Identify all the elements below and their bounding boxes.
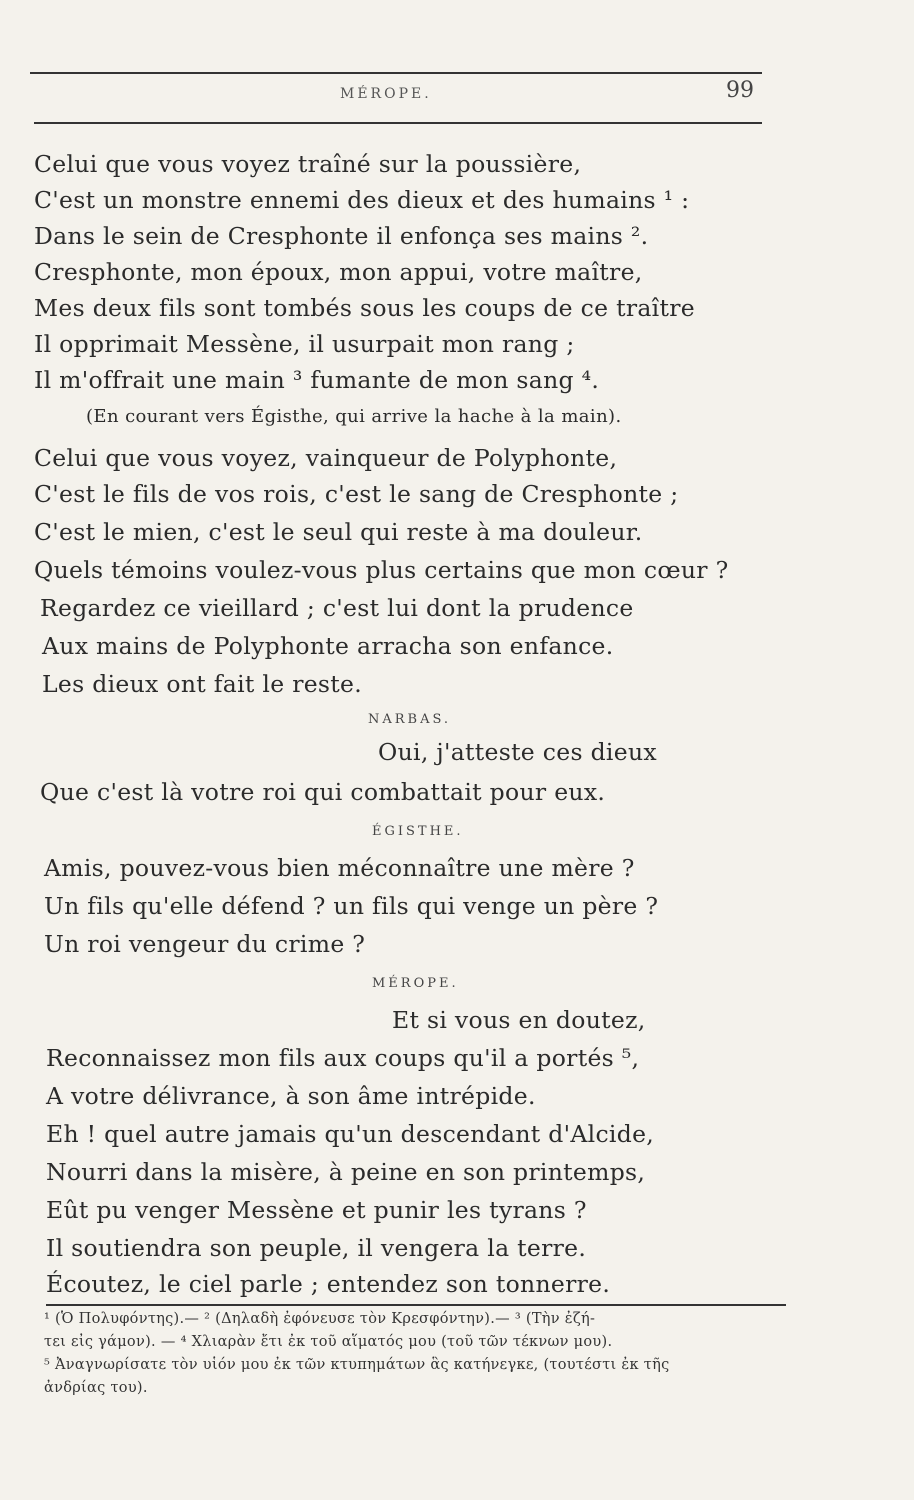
verse-line: Et si vous en doutez, — [392, 1006, 646, 1034]
verse-line: Aux mains de Polyphonte arracha son enfance. — [42, 632, 614, 660]
footnote-rule — [46, 1304, 786, 1306]
verse-line: Eût pu venger Messène et punir les tyrans ? — [46, 1196, 587, 1224]
verse-line: Cresphonte, mon époux, mon appui, votre maître, — [34, 258, 643, 286]
speaker-name: MÉROPE. — [372, 976, 459, 991]
verse-line: Eh ! quel autre jamais qu'un descendant d'Alcide, — [46, 1120, 655, 1148]
verse-line: Il opprimait Messène, il usurpait mon rang ; — [34, 330, 575, 358]
page-number: 99 — [726, 78, 754, 103]
header-top-rule — [30, 72, 762, 74]
footnote-line: ⁵ Ἀναγνωρίσατε τὸν υἱόν μου ἐκ τῶν κτυπημάτων ἃς κατήνεγκε, (τουτέστι ἐκ τῆς — [44, 1357, 670, 1373]
footnote-line: ¹ (Ὁ Πολυφόντης).— ² (Δηλαδὴ ἐφόνευσε τὸν Κρεσφόντην).— ³ (Τὴν ἐζή- — [44, 1311, 596, 1327]
footnote-line: ἀνδρίας του). — [44, 1380, 148, 1396]
verse-line: Dans le sein de Cresphonte il enfonça ses mains ². — [34, 222, 649, 250]
verse-line: Oui, j'atteste ces dieux — [378, 738, 657, 766]
verse-line: Nourri dans la misère, à peine en son printemps, — [46, 1158, 646, 1186]
verse-line: Mes deux fils sont tombés sous les coups de ce traître — [34, 294, 695, 322]
footnote-line: τει εἰς γάμον). — ⁴ Χλιαρὰν ἔτι ἐκ τοῦ αἵματός μου (τοῦ τῶν τέκνων μου). — [44, 1334, 613, 1350]
verse-line: Amis, pouvez-vous bien méconnaître une mère ? — [44, 854, 635, 882]
verse-line: Celui que vous voyez, vainqueur de Polyphonte, — [34, 444, 618, 472]
verse-line: C'est le mien, c'est le seul qui reste à ma douleur. — [34, 518, 643, 546]
speaker-name: ÉGISTHE. — [372, 824, 464, 839]
verse-line: C'est un monstre ennemi des dieux et des humains ¹ : — [34, 186, 690, 214]
verse-line: Il soutiendra son peuple, il vengera la terre. — [46, 1234, 587, 1262]
verse-line: Un fils qu'elle défend ? un fils qui venge un père ? — [44, 892, 659, 920]
verse-line: Écoutez, le ciel parle ; entendez son tonnerre. — [46, 1270, 611, 1298]
speaker-name: NARBAS. — [368, 712, 452, 727]
verse-line: A votre délivrance, à son âme intrépide. — [46, 1082, 536, 1110]
verse-line: Reconnaissez mon fils aux coups qu'il a portés ⁵, — [46, 1044, 640, 1072]
verse-line: Quels témoins voulez-vous plus certains que mon cœur ? — [34, 556, 729, 584]
footnotes — [44, 1308, 794, 1400]
verse-line: Celui que vous voyez traîné sur la poussière, — [34, 150, 582, 178]
stage-direction: (En courant vers Égisthe, qui arrive la hache à la main). — [86, 406, 622, 427]
verse-line: C'est le fils de vos rois, c'est le sang de Cresphonte ; — [34, 480, 679, 508]
running-title: MÉROPE. — [340, 86, 432, 102]
verse-line: Que c'est là votre roi qui combattait pour eux. — [40, 778, 606, 806]
verse-line: Les dieux ont fait le reste. — [42, 670, 363, 698]
verse-line: Un roi vengeur du crime ? — [44, 930, 366, 958]
header-bottom-rule — [34, 122, 762, 124]
verse-line: Il m'offrait une main ³ fumante de mon sang ⁴. — [34, 366, 600, 394]
verse-line: Regardez ce vieillard ; c'est lui dont la prudence — [40, 594, 634, 622]
